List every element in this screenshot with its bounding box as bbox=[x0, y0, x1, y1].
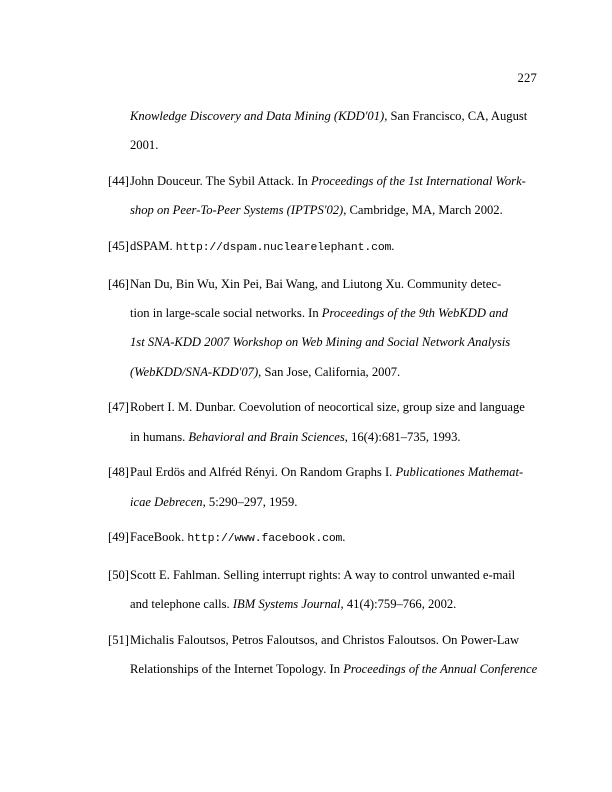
text-run: , San Francisco, CA, August bbox=[384, 109, 528, 123]
bibliography-entry-text bbox=[130, 102, 537, 161]
bibliography-entry bbox=[108, 626, 537, 685]
text-run: Robert I. M. Dunbar. Coevolution of neocortical size, group size and language bbox=[130, 400, 525, 415]
bibliography-entry-text bbox=[130, 232, 537, 263]
italic-title-run: Proceedings of the 1st International Work- bbox=[310, 173, 526, 188]
text-run: tion in large-scale social networks. In bbox=[130, 305, 322, 320]
bibliography-entry bbox=[108, 523, 537, 554]
text-run: , Cambridge, MA, March 2002. bbox=[343, 203, 503, 218]
text-run: Scott E. Fahlman. Selling interrupt rights: A way to control unwanted e-mail bbox=[130, 567, 516, 582]
url-text: http://dspam.nuclearelephant.com bbox=[175, 241, 392, 254]
text-run: Michalis Faloutsos, Petros Faloutsos, and Christos Faloutsos. On Power-Law bbox=[130, 632, 520, 647]
text-run: 2001. bbox=[130, 138, 159, 153]
text-run: . bbox=[342, 530, 346, 545]
url-text: http://www.facebook.com bbox=[187, 533, 343, 546]
bibliography-entry-label: [46] bbox=[108, 276, 129, 291]
bibliography-entry-text bbox=[130, 270, 537, 387]
bibliography-entry bbox=[108, 561, 537, 620]
bibliography-entry-label: [44] bbox=[108, 173, 129, 188]
text-run: and telephone calls. bbox=[130, 597, 233, 612]
bibliography-entry bbox=[108, 393, 537, 452]
italic-title-run: Proceedings of the Annual Conference bbox=[343, 662, 538, 677]
text-run: in humans. bbox=[130, 429, 189, 444]
bibliography-entry-text bbox=[130, 393, 537, 452]
bibliography-line bbox=[130, 328, 537, 357]
text-run: FaceBook. bbox=[130, 530, 188, 545]
bibliography-entry-label: [45] bbox=[108, 238, 129, 253]
bibliography-line bbox=[130, 167, 537, 196]
bibliography-line bbox=[130, 561, 537, 590]
text-run: , 16(4):681–735, 1993. bbox=[344, 429, 461, 444]
italic-title-run: IBM Systems Journal bbox=[232, 597, 341, 612]
bibliography-line bbox=[130, 393, 537, 422]
bibliography-entry-text bbox=[130, 626, 537, 685]
bibliography-line bbox=[130, 458, 537, 487]
text-run: , 5:290–297, 1959. bbox=[202, 494, 298, 509]
text-run: , 41(4):759–766, 2002. bbox=[340, 597, 457, 612]
bibliography-entry-text bbox=[130, 167, 537, 226]
bibliography-line bbox=[130, 102, 537, 131]
italic-title-run: 1st SNA-KDD 2007 Workshop on Web Mining and Social Network Analysis bbox=[130, 335, 511, 350]
bibliography-line bbox=[130, 232, 537, 263]
bibliography-line bbox=[130, 196, 537, 225]
text-run: dSPAM. bbox=[130, 238, 176, 253]
bibliography-line bbox=[130, 488, 537, 517]
page-number: 227 bbox=[517, 71, 537, 85]
italic-title-run: Publicationes Mathemat- bbox=[395, 465, 524, 480]
bibliography-line bbox=[130, 523, 537, 554]
text-run: Nan Du, Bin Wu, Xin Pei, Bai Wang, and Liutong Xu. Community detec- bbox=[130, 276, 502, 291]
bibliography-entry bbox=[108, 232, 537, 263]
bibliography-list bbox=[108, 102, 537, 691]
bibliography-entry-text bbox=[130, 458, 537, 517]
bibliography-line bbox=[130, 655, 537, 684]
text-run: Paul Erdös and Alfréd Rényi. On Random Graphs I. bbox=[130, 465, 396, 480]
bibliography-line bbox=[130, 590, 537, 619]
text-run: John Douceur. The Sybil Attack. In bbox=[130, 173, 311, 188]
bibliography-entry-label: [49] bbox=[108, 530, 129, 545]
text-run: Relationships of the Internet Topology. In bbox=[130, 662, 344, 677]
text-run: . bbox=[391, 238, 395, 253]
bibliography-entry bbox=[108, 458, 537, 517]
bibliography-entry-label: [47] bbox=[108, 400, 129, 415]
bibliography-entry bbox=[108, 270, 537, 387]
bibliography-entry-text bbox=[130, 523, 537, 554]
italic-title-run: Proceedings of the 9th WebKDD and bbox=[321, 305, 508, 320]
bibliography-line bbox=[130, 626, 537, 655]
bibliography-line bbox=[130, 270, 537, 299]
bibliography-line bbox=[130, 299, 537, 328]
italic-title-run: icae Debrecen bbox=[130, 494, 203, 509]
bibliography-line bbox=[130, 423, 537, 452]
italic-title-run: shop on Peer-To-Peer Systems (IPTPS'02) bbox=[130, 203, 344, 218]
bibliography-entry-label: [48] bbox=[108, 465, 129, 480]
italic-title-run: Knowledge Discovery and Data Mining (KDD'01) bbox=[130, 109, 385, 123]
bibliography-entry-text bbox=[130, 561, 537, 620]
italic-title-run: (WebKDD/SNA-KDD'07) bbox=[130, 364, 259, 379]
bibliography-entry bbox=[108, 167, 537, 226]
bibliography-entry bbox=[108, 102, 537, 161]
bibliography-entry-label: [50] bbox=[108, 567, 129, 582]
italic-title-run: Behavioral and Brain Sciences bbox=[188, 429, 345, 444]
bibliography-line bbox=[130, 358, 537, 387]
bibliography-entry-label: [51] bbox=[108, 632, 129, 647]
text-run: , San Jose, California, 2007. bbox=[258, 364, 401, 379]
bibliography-line bbox=[130, 131, 537, 160]
